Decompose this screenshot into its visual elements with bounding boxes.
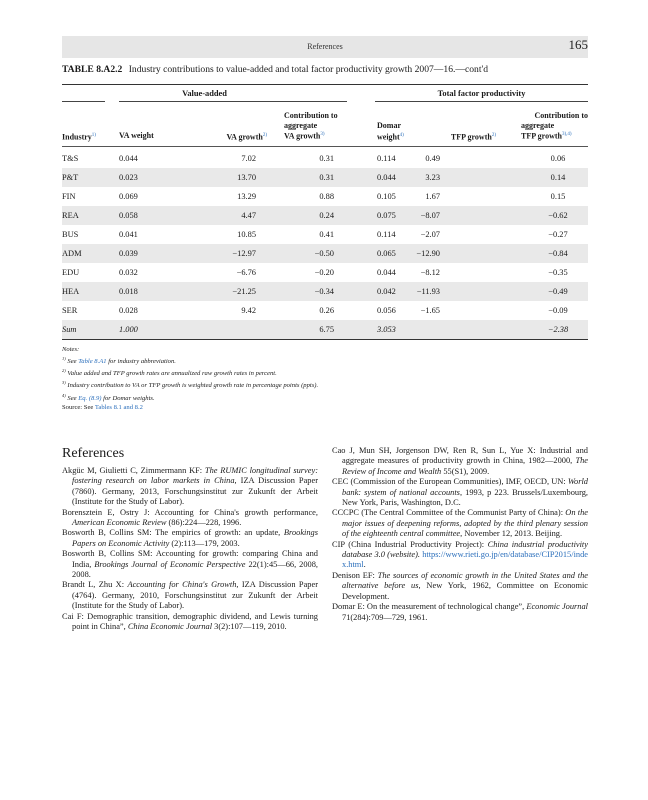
source-link[interactable]: Tables 8.1 and 8.2 bbox=[94, 403, 143, 411]
reference-item: Bosworth B, Collins SM: The empirics of growth: an update, Brookings Papers on Economic Activity (2):113—179, 2003. bbox=[62, 528, 318, 548]
reference-item: CIP (China Industrial Productivity Project): China industrial productivity database 3.0 (website). https://www.rieti.go.jp/en/database/CIP2015/index.html. bbox=[332, 539, 588, 570]
col-header-industry: Industry$^{1)}$ bbox=[62, 132, 96, 142]
reference-item: Cao J, Mun SH, Jorgenson DW, Ren R, Sun L, Yue X: Industrial and aggregate measures of productivity growth in China, 1982—2000, The Review of Income and Wealth 55(S1), 2009. bbox=[332, 446, 588, 476]
col-header-contrib-va: Contribution to aggregate VA growth$^{3)}$ bbox=[284, 111, 338, 141]
table-label: TABLE 8.A2.2 bbox=[62, 64, 123, 75]
table-sum-row: Sum 1.000 6.75 3.053 −2.38 bbox=[62, 320, 588, 339]
note-2: $^{2)}$ Value added and TFP growth rates are annualized raw growth rates in percent. bbox=[62, 368, 277, 378]
table-bottom-rule bbox=[62, 339, 588, 340]
table-caption bbox=[62, 64, 588, 75]
group-rule-industry bbox=[62, 101, 105, 102]
notes-title: Notes: bbox=[62, 346, 80, 353]
table-row: BUS 0.041 10.85 0.41 0.114 −2.07 −0.27 bbox=[62, 230, 568, 239]
reference-item: Borensztein E, Ostry J: Accounting for China's growth performance, American Economic Review (86):224—228, 1996. bbox=[62, 507, 318, 528]
note-1-link[interactable]: Table 8.A1 bbox=[78, 358, 107, 366]
running-header bbox=[62, 36, 588, 58]
group-rule-va bbox=[119, 101, 347, 102]
table-row: T&S 0.044 7.02 0.31 0.114 0.49 0.06 bbox=[62, 154, 566, 163]
note-1: $^{1)}$ See Table 8.A1 for industry abbreviation. bbox=[62, 356, 176, 366]
reference-item: CCCPC (The Central Committee of the Communist Party of China): On the major issues of deepening reforms, adopted by the third plenary session of the eighteenth central committee, November 12, 2013. Beijing. bbox=[332, 508, 588, 539]
references-right-column bbox=[332, 446, 588, 623]
col-header-va-weight: VA weight bbox=[119, 131, 154, 140]
reference-item: Bosworth B, Collins SM: Accounting for growth: comparing China and India, Brookings Journal of Economic Perspective 22(1):45—66, 2008, 2008. bbox=[62, 549, 319, 580]
reference-item: Akgüc M, Giulietti C, Zimmermann KF: The RUMIC longitudinal survey: fostering research on labor markets in China, IZA Discussion Paper (7860). Germany, 2013, Forschungsinstitut zur Zukunft der Arbeit (Institute for the Study of Labor). bbox=[62, 466, 318, 507]
table-row: EDU 0.032 −6.76 −0.20 0.044 −8.12 −0.35 bbox=[62, 268, 568, 277]
table-top-rule bbox=[62, 84, 588, 85]
group-header-va: Value-added bbox=[182, 89, 227, 98]
table-row: HEA 0.018 −21.25 −0.34 0.042 −11.93 −0.49 bbox=[62, 282, 588, 301]
table-row: P&T 0.023 13.70 0.31 0.044 3.23 0.14 bbox=[62, 168, 588, 187]
reference-item: CEC (Commission of the European Communities), IMF, OECD, UN: World bank: system of national accounts, 1993, p 223. Brussels/Luxembourg, New York, Paris, Washington, D.C. bbox=[332, 477, 588, 508]
table-notes bbox=[62, 345, 588, 412]
note-4-link[interactable]: Eq. (8.9) bbox=[78, 394, 102, 402]
table-row: FIN 0.069 13.29 0.88 0.105 1.67 0.15 bbox=[62, 192, 566, 201]
table-caption-text: Industry contributions to value-added and total factor productivity growth 2007—16.—cont'd bbox=[128, 64, 489, 75]
running-title: References bbox=[307, 42, 343, 51]
col-header-domar-weight: Domar weight$^{4)}$ bbox=[377, 121, 404, 142]
reference-item: Cai F: Demographic transition, demographic dividend, and Lewis turning point in China”, China Economic Journal 3(2):107—119, 2010. bbox=[62, 611, 318, 632]
col-header-va-growth: VA growth$^{2)}$ bbox=[226, 132, 267, 142]
note-3: $^{3)}$ Industry contribution to VA or TFP growth is weighted growth rate in percentage points (ppts). bbox=[62, 380, 319, 390]
cip-database-link[interactable]: https://www.rieti.go.jp/en/database/CIP2015/index.html bbox=[342, 550, 588, 570]
reference-item: Denison EF: The sources of economic growth in the United States and the alternative before us, New York, 1962, Committee on Economic Development. bbox=[332, 570, 589, 601]
reference-item: Brandt L, Zhu X: Accounting for China's Growth, IZA Discussion Paper (4764). Germany, 2010, Forschungsinstitut zur Zukunft der Arbeit (Institute for the Study of Labor). bbox=[62, 580, 318, 611]
group-rule-tfp bbox=[375, 101, 588, 102]
note-4: $^{4)}$ See Eq. (8.9) for Domar weights. bbox=[62, 392, 155, 402]
table-row: SER 0.028 9.42 0.26 0.056 −1.65 −0.09 bbox=[62, 306, 568, 315]
page-number: 165 bbox=[568, 37, 588, 52]
table-header-rule bbox=[62, 146, 588, 147]
reference-item: Domar E: On the measurement of technological change”, Economic Journal 71(284):709—729, 1961. bbox=[332, 602, 588, 622]
table-row: REA 0.058 4.47 0.24 0.075 −8.07 −0.62 bbox=[62, 206, 588, 225]
col-header-contrib-tfp: Contribution to aggregate TFP growth$^{3),4)}$ bbox=[521, 111, 588, 141]
table-row: ADM 0.039 −12.97 −0.50 0.065 −12.90 −0.84 bbox=[62, 244, 588, 263]
group-header-tfp: Total factor productivity bbox=[437, 89, 526, 98]
col-header-tfp-growth: TFP growth$^{2)}$ bbox=[450, 132, 496, 142]
references-heading: References bbox=[62, 446, 125, 461]
table-source: Source: See Tables 8.1 and 8.2 bbox=[62, 403, 143, 411]
references-left-column bbox=[62, 466, 318, 633]
